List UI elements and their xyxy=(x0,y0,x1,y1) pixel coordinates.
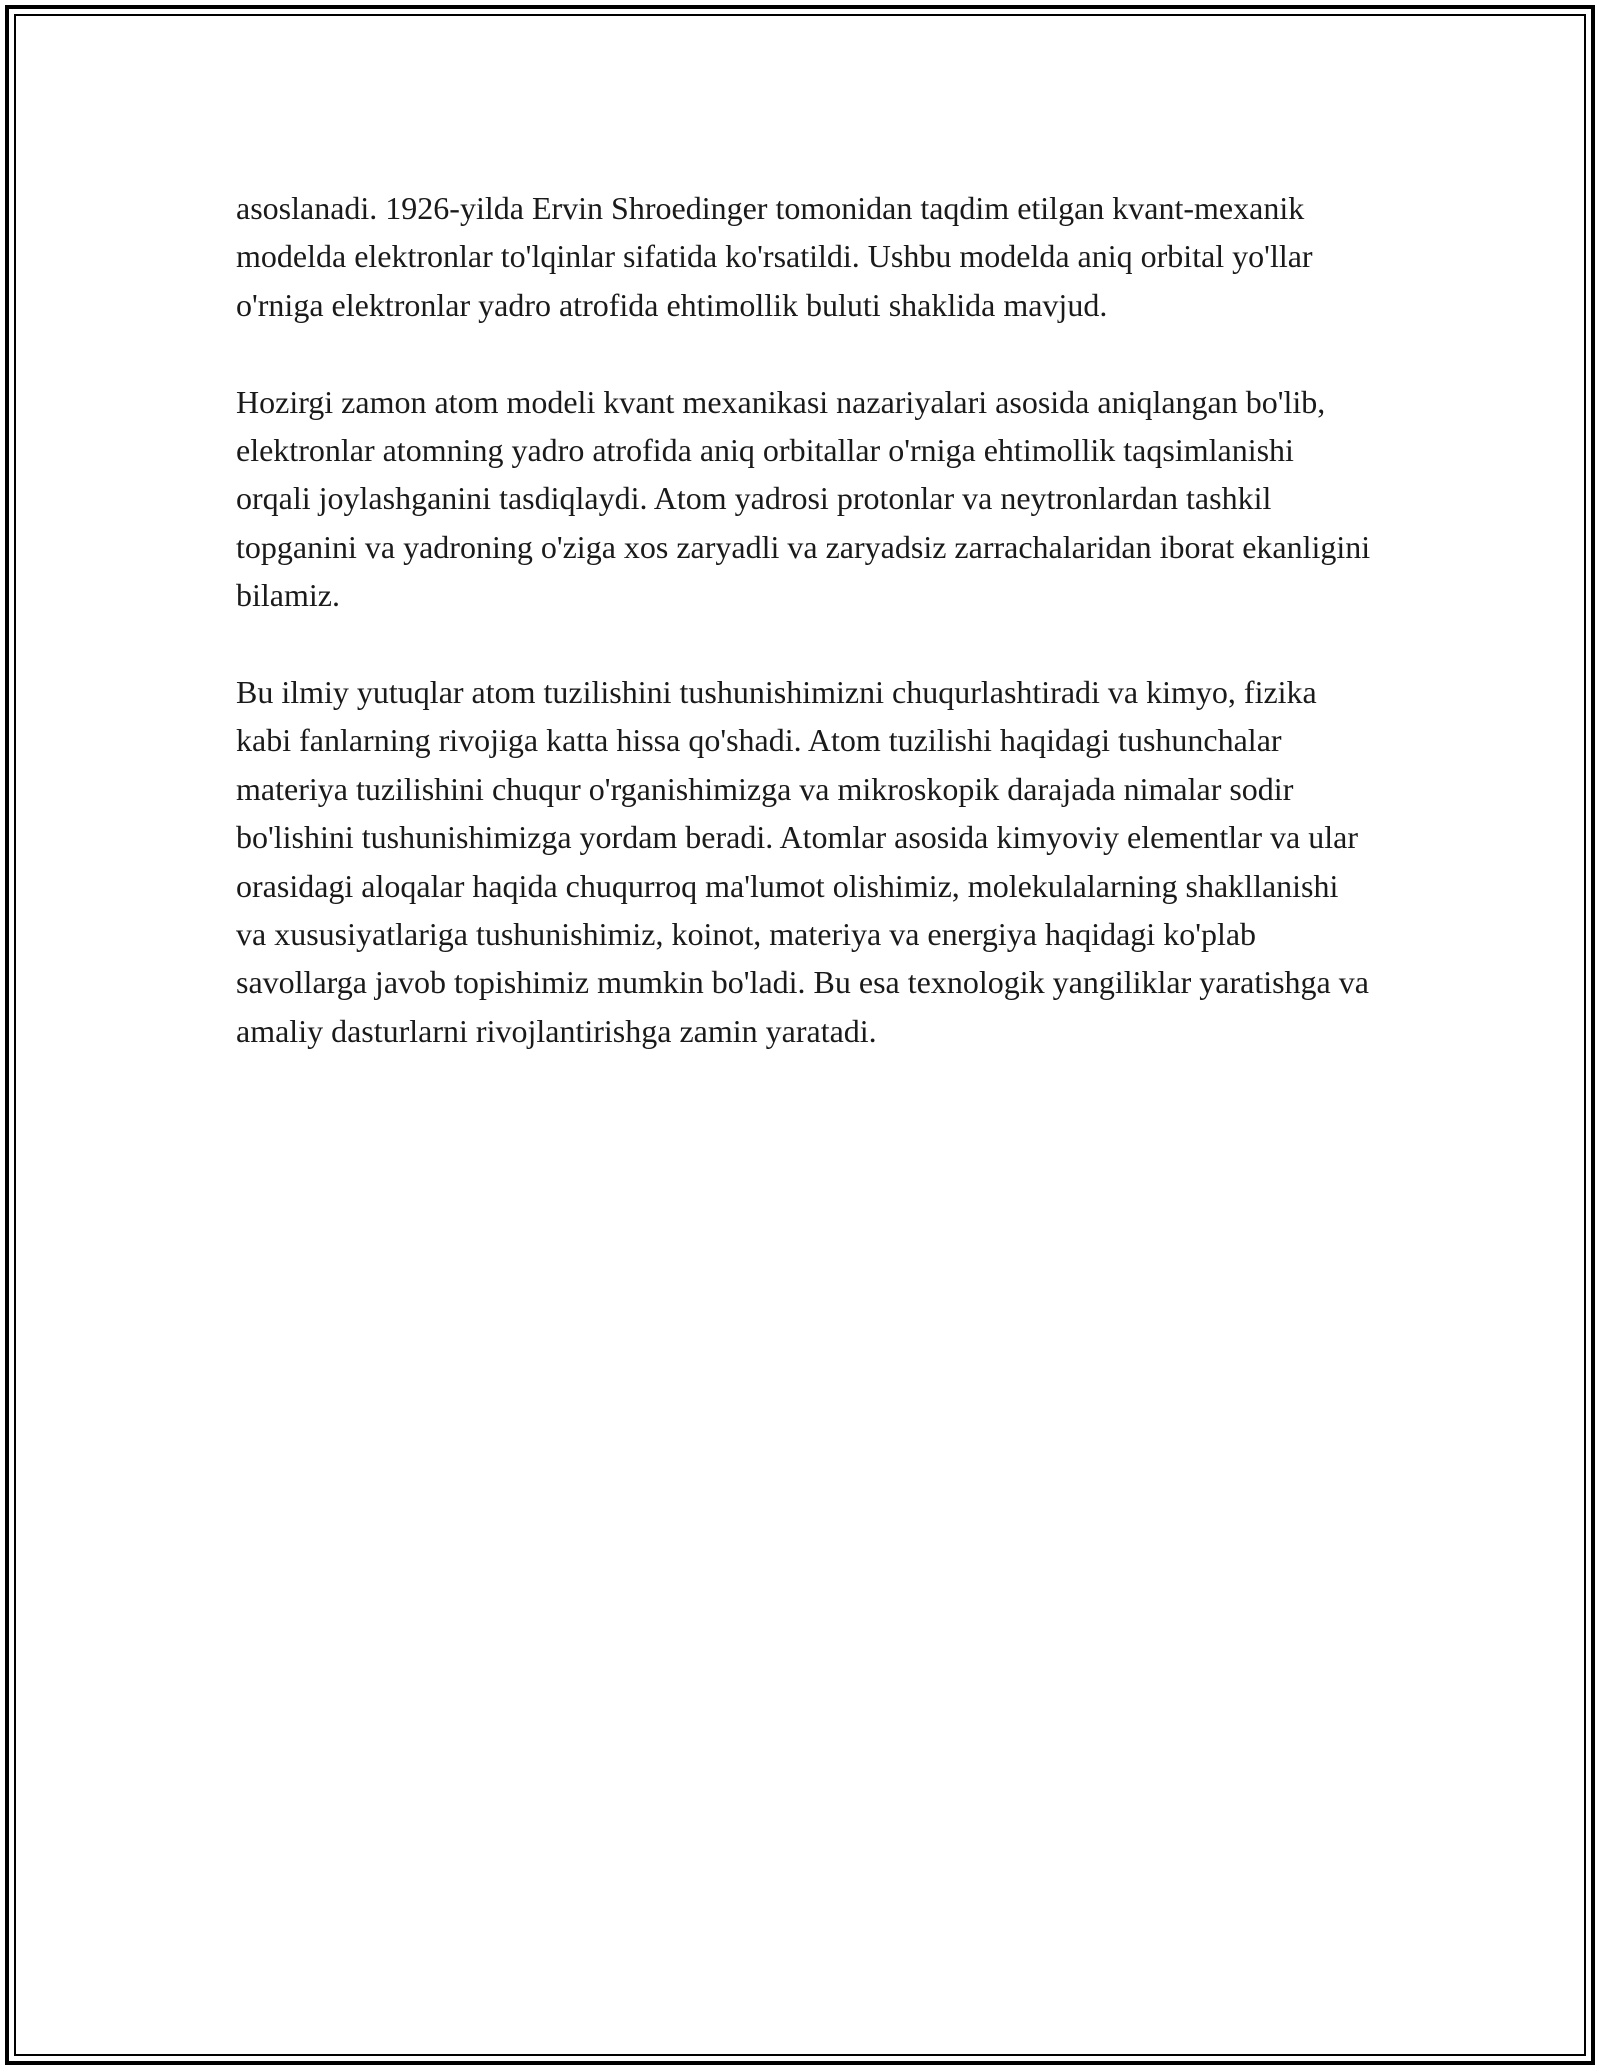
document-body xyxy=(236,184,1376,1104)
paragraph-1: asoslanadi. 1926-yilda Ervin Shroedinger tomonidan taqdim etilgan kvant-mexanik modelda elektronlar to'lqinlar sifatida ko'rsatildi. Ushbu modelda aniq orbital yo'llar o'rniga elektronlar yadro atrofida ehtimollik buluti shaklida mavjud. xyxy=(236,190,1313,323)
paragraph-2: Hozirgi zamon atom modeli kvant mexanikasi nazariyalari asosida aniqlangan bo'lib, elektronlar atomning yadro atrofida aniq orbitallar o'rniga ehtimollik taqsimlanishi orqali joylashganini tasdiqlaydi. Atom yadrosi protonlar va neytronlardan tashkil topganini va yadroning o'ziga xos zaryadli va zaryadsiz zarrachalaridan iborat ekanligini bilamiz. xyxy=(236,383,1371,614)
paragraph-3: Bu ilmiy yutuqlar atom tuzilishini tushunishimizni chuqurlashtiradi va kimyo, fizika kabi fanlarning rivojiga katta hissa qo'shadi. Atom tuzilishi haqidagi tushunchalar materiya tuzilishini chuqur o'rganishimizga va mikroskopik darajada nimalar sodir bo'lishini tushunishimizga yordam beradi. Atomlar asosida kimyoviy elementlar va ular orasidagi aloqalar haqida chuqurroq ma'lumot olishimiz, molekulalarning shakllanishi va xususiyatlariga tushunishimiz, koinot, materiya va energiya haqidagi ko'plab savollarga javob topishimiz mumkin bo'ladi. Bu esa texnologik yangiliklar yaratishga va amaliy dasturlarni rivojlantirishga zamin yaratadi. xyxy=(236,674,1369,1049)
